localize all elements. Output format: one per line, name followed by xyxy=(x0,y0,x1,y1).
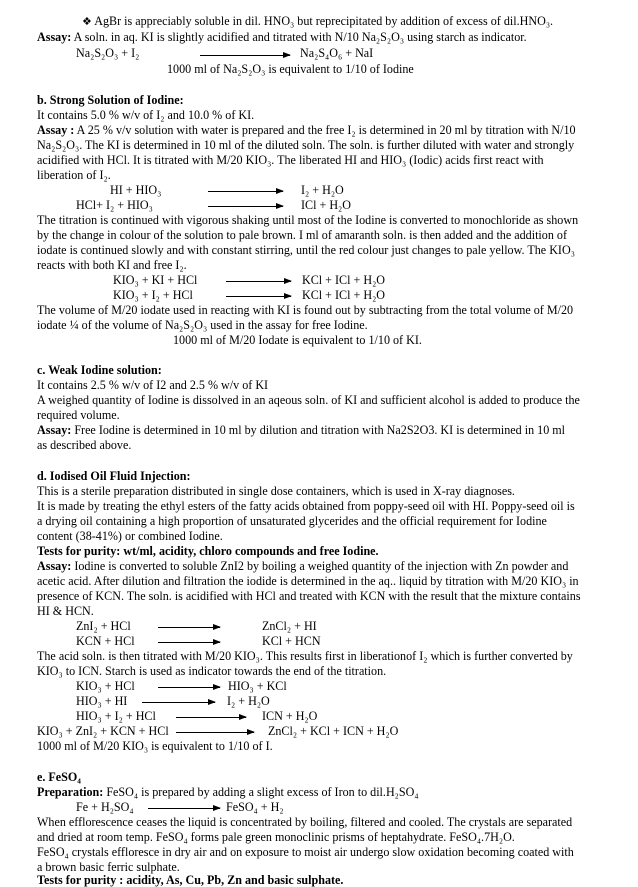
reaction-arrow-icon xyxy=(158,627,220,628)
tests-for-purity: Tests for purity: wt/ml, acidity, chloro compounds and free Iodine. xyxy=(37,544,379,558)
para-line: The acid soln. is then titrated with M/20 KIO₃. This results first in liberationof I₂ which is further converted by xyxy=(37,649,573,663)
assay-text: A soln. in aq. KI is slightly acidified and titrated with N/10 Na₂S₂O₃ using starch as indicator. xyxy=(73,30,527,44)
reaction-arrow-icon xyxy=(176,732,254,733)
para-line: The titration is continued with vigorous shaking until most of the Iodine is converted to monochloride as shown xyxy=(37,213,579,227)
reaction-arrow-icon xyxy=(176,717,246,718)
para-line: A weighed quantity of Iodine is dissolved in an aqeous soln. of KI and sufficient alcohol is added to produce the xyxy=(37,393,580,407)
oil-assay-line-1 xyxy=(37,559,568,574)
section-heading: e. FeSO₄ xyxy=(37,770,81,784)
equation-rhs: ICN + H₂O xyxy=(262,709,318,723)
equation-rhs: ZnCl₂ + KCl + ICN + H₂O xyxy=(268,724,399,738)
section-heading: b. Strong Solution of Iodine: xyxy=(37,93,184,107)
oil-assay-line-4: HI & HCN. xyxy=(37,604,94,618)
para-line: content (38-41%) or combined Iodine. xyxy=(37,529,223,543)
agbr-text: AgBr is appreciably soluble in dil. HNO₃ but reprecipitated by addition of excess of dil.HNO₃. xyxy=(94,14,554,28)
para-line: by the change in colour of the solution to pale brown. I ml of amaranth soln. is then added and the addition of xyxy=(37,228,567,242)
para-line: a brown basic ferric sulphate. xyxy=(37,860,180,874)
equivalence-statement: 1000 ml of M/20 KIO₃ is equivalent to 1/10 of I. xyxy=(37,739,273,753)
reaction-arrow-icon xyxy=(208,191,283,192)
equation-lhs: KIO₃ + ZnI₂ + KCN + HCl xyxy=(37,724,169,738)
para-line: FeSO₄ crystals effloresce in dry air and on exposure to moist air undergo slow oxidation becoming coated with xyxy=(37,845,574,859)
reaction-arrow-icon xyxy=(142,702,215,703)
equation-lhs: HCl+ I₂ + HIO₃ xyxy=(76,198,153,212)
reaction-arrow-icon xyxy=(200,55,290,56)
equation-rhs: HIO₃ + KCl xyxy=(228,679,287,693)
equation-rhs: KCl + ICl + H₂O xyxy=(302,273,386,287)
reaction-arrow-icon xyxy=(226,296,291,297)
para-line: required volume. xyxy=(37,408,120,422)
para-line: and dried at room temp. FeSO₄ forms pale green monoclinic prisms of heptahydrate. FeSO₄.7H₂O. xyxy=(37,830,515,844)
strong-assay-line-3: acidified with HCl. It is titrated with M/20 KIO₃. The liberated HI and HIO₃ (Iodic) acids first react with xyxy=(37,153,544,167)
weak-assay-line-1 xyxy=(37,423,565,438)
equation-rhs: KCl + ICl + H₂O xyxy=(302,288,386,302)
reaction-arrow-icon xyxy=(158,687,220,688)
preparation-label: Preparation: xyxy=(37,785,104,799)
strong-assay-line-2: Na₂S₂O₃. The KI is determined in 10 ml of the diluted soln. The soln. is further diluted with water and strongly xyxy=(37,138,575,152)
equation-rhs: I₂ + H₂O xyxy=(301,183,344,197)
preparation-text: FeSO₄ is prepared by adding a slight excess of Iron to dil.H₂SO₄ xyxy=(106,785,419,799)
equation-lhs: KIO₃ + HCl xyxy=(76,679,135,693)
oil-assay-line-2: acetic acid. After dilution and filtration the iodide is determined in the aq.. liquid by titration with M/20 KIO₃ in xyxy=(37,574,579,588)
contains-line: It contains 5.0 % w/v of I₂ and 10.0 % of KI. xyxy=(37,108,255,122)
assay-text: Free Iodine is determined in 10 ml by dilution and titration with Na2S2O3. KI is determined in 10 ml xyxy=(74,423,566,437)
reaction-arrow-icon xyxy=(158,642,220,643)
reaction-arrow-icon xyxy=(226,281,291,282)
weak-assay-line-2: as described above. xyxy=(37,438,132,452)
equation-lhs: ZnI₂ + HCl xyxy=(76,619,131,633)
para-line: When efflorescence ceases the liquid is concentrated by boiling, filtered and cooled. The crystals are separated xyxy=(37,815,573,829)
agbr-assay xyxy=(37,30,527,45)
para-line: a drying oil containing a high proportion of unsaturated glycerides and the official requirement for Iodine xyxy=(37,514,547,528)
equation-rhs: KCl + HCN xyxy=(262,634,321,648)
reaction-arrow-icon xyxy=(148,808,220,809)
para-line: The volume of M/20 iodate used in reacting with KI is found out by subtracting from the total volume of M/20 xyxy=(37,303,574,317)
assay-label: Assay : xyxy=(37,123,75,137)
para-line: iodate is continued slowly and with constant stirring, until the red colour just changes to pale yellow. The KIO₃ xyxy=(37,243,575,257)
equation-rhs: FeSO₄ + H₂ xyxy=(226,800,284,814)
strong-assay-line-1 xyxy=(37,123,576,138)
equation-lhs: KCN + HCl xyxy=(76,634,135,648)
preparation-line xyxy=(37,785,419,800)
tests-for-purity: Tests for purity : acidity, As, Cu, Pb, Zn and basic sulphate. xyxy=(37,873,344,887)
agbr-line xyxy=(82,14,553,29)
equation-lhs: KIO₃ + KI + HCl xyxy=(113,273,198,287)
para-line: iodate ¼ of the volume of Na₂S₂O₃ used in the assay for free Iodine. xyxy=(37,318,368,332)
assay-label: Assay: xyxy=(37,30,72,44)
equation-lhs: HI + HIO₃ xyxy=(110,183,162,197)
assay-text: A 25 % v/v solution with water is prepared and the free I₂ is determined in 20 ml by titration with N/10 xyxy=(76,123,576,137)
assay-label: Assay: xyxy=(37,423,72,437)
equivalence-statement: 1000 ml of Na₂S₂O₃ is equivalent to 1/10 of Iodine xyxy=(167,62,414,76)
assay-label: Assay: xyxy=(37,559,72,573)
para-line: KIO₃ to ICN. Starch is used as indicator towards the end of the titration. xyxy=(37,664,387,678)
equation-rhs: Na₂S₄O₆ + NaI xyxy=(300,46,374,60)
diamond-bullet-icon: ❖ xyxy=(82,15,92,28)
para-line: It is made by treating the ethyl esters of the fatty acids obtained from poppy-seed oil with HI. Poppy-seed oil is xyxy=(37,499,575,513)
assay-text: Iodine is converted to soluble ZnI2 by boiling a weighed quantity of the injection with Zn powder and xyxy=(74,559,569,573)
equation-lhs: HIO₃ + HI xyxy=(76,694,128,708)
para-line: reacts with both KI and free I₂. xyxy=(37,258,187,272)
equation-lhs: Na₂S₂O₃ + I₂ xyxy=(76,46,140,60)
section-heading: d. Iodised Oil Fluid Injection: xyxy=(37,469,191,483)
reaction-arrow-icon xyxy=(208,206,283,207)
oil-assay-line-3: presence of KCN. The soln. is acidified with HCl and treated with KCN with the result that the mixture contains xyxy=(37,589,581,603)
equation-lhs: HIO₃ + I₂ + HCl xyxy=(76,709,156,723)
contains-line: It contains 2.5 % w/v of I2 and 2.5 % w/v of KI xyxy=(37,378,269,392)
equation-lhs: Fe + H₂SO₄ xyxy=(76,800,134,814)
equation-rhs: I₂ + H₂O xyxy=(227,694,270,708)
strong-assay-line-4: liberation of I₂. xyxy=(37,168,111,182)
section-heading: c. Weak Iodine solution: xyxy=(37,363,162,377)
equation-rhs: ICl + H₂O xyxy=(301,198,352,212)
equivalence-statement: 1000 ml of M/20 Iodate is equivalent to 1/10 of KI. xyxy=(173,333,422,347)
para-line: This is a sterile preparation distributed in single dose containers, which is used in X-ray diagnoses. xyxy=(37,484,515,498)
equation-rhs: ZnCl₂ + HI xyxy=(262,619,317,633)
equation-lhs: KIO₃ + I₂ + HCl xyxy=(113,288,193,302)
